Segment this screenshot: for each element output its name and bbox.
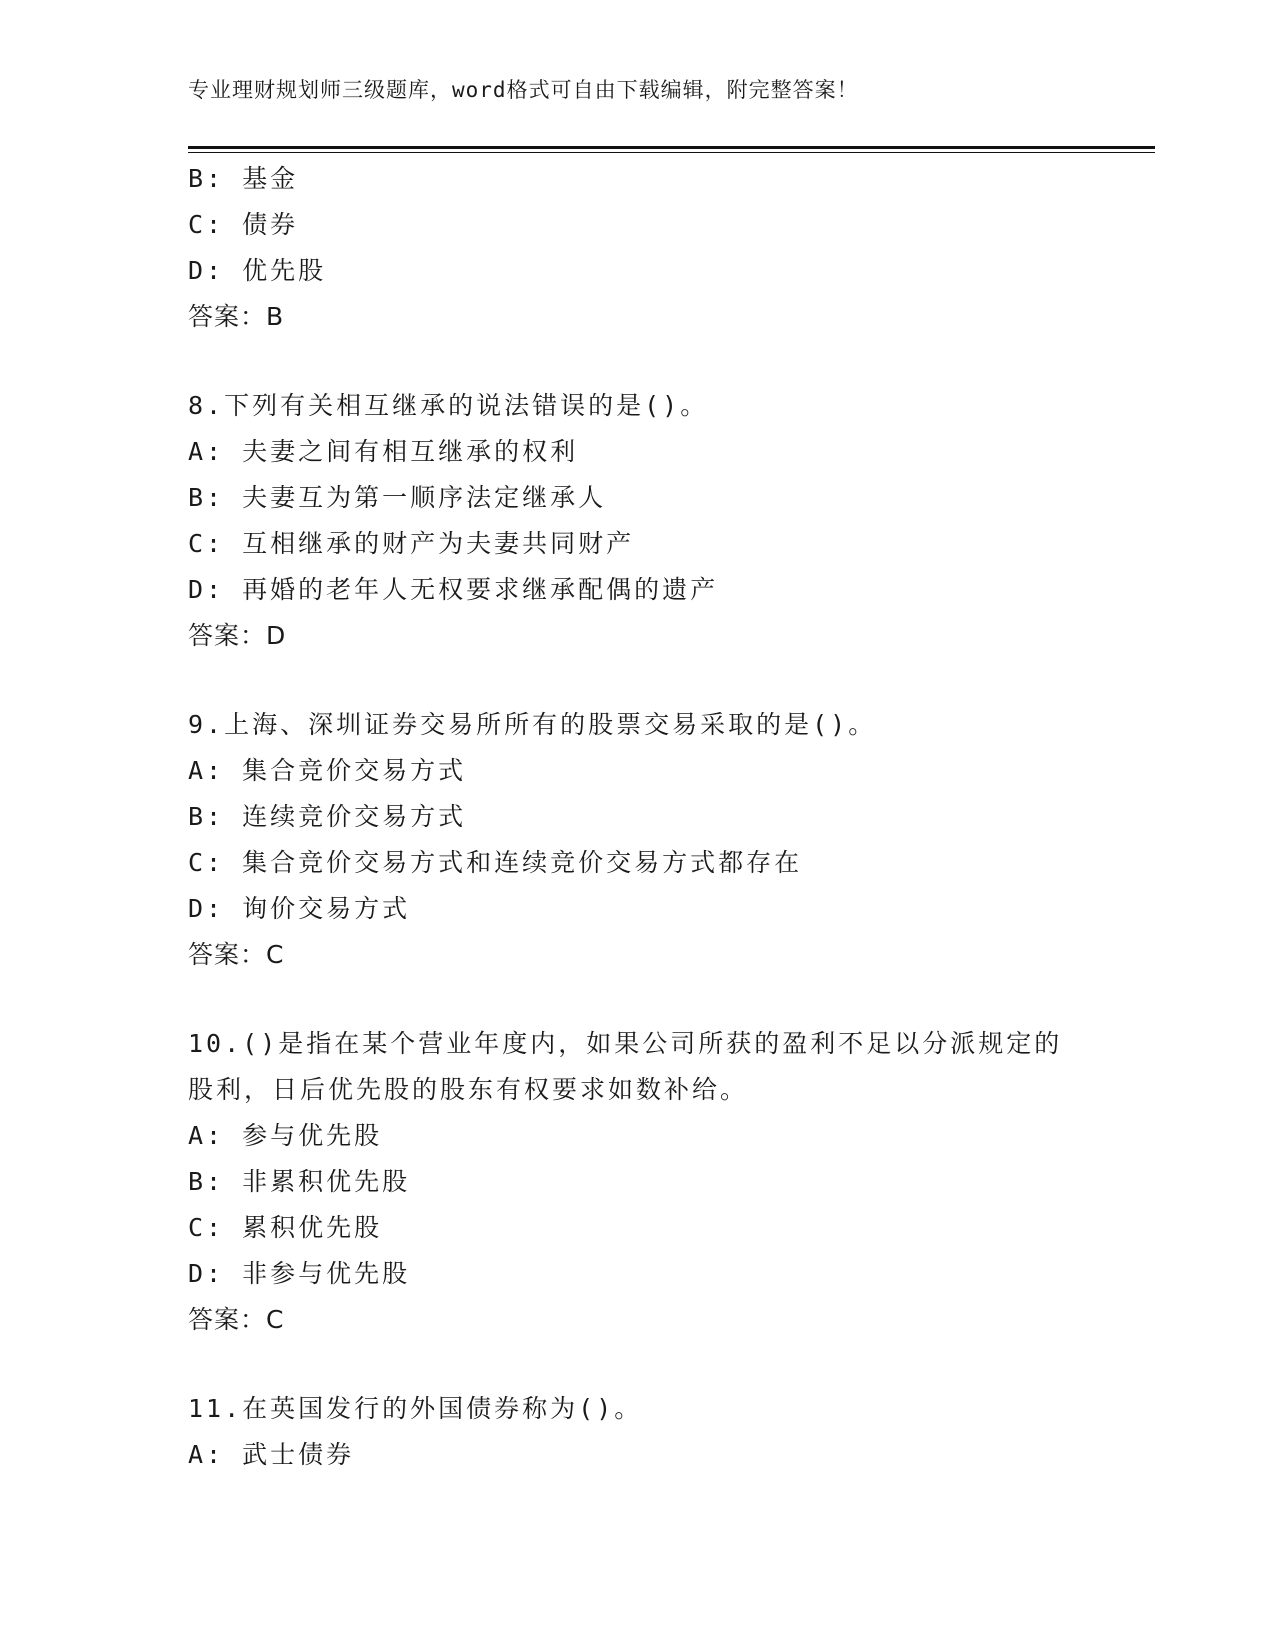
option-d: D: 非参与优先股 — [188, 1259, 411, 1288]
answer-line: 答案：C — [188, 940, 285, 969]
option-a: A: 武士债券 — [188, 1440, 355, 1469]
option-c: C: 互相继承的财产为夫妻共同财产 — [188, 529, 635, 558]
question-9 — [188, 702, 1088, 978]
question-text: 9.上海、深圳证券交易所所有的股票交易采取的是()。 — [188, 710, 877, 739]
question-content — [188, 156, 1088, 1478]
question-7-partial — [188, 156, 1088, 340]
question-11 — [188, 1386, 1088, 1478]
option-a: A: 参与优先股 — [188, 1121, 383, 1150]
option-b: B: 非累积优先股 — [188, 1167, 411, 1196]
option-a: A: 夫妻之间有相互继承的权利 — [188, 437, 579, 466]
question-text-line-2: 股利，日后优先股的股东有权要求如数补给。 — [188, 1075, 749, 1104]
option-d: D: 询价交易方式 — [188, 894, 411, 923]
option-b: B: 夫妻互为第一顺序法定继承人 — [188, 483, 607, 512]
option-c: C: 集合竞价交易方式和连续竞价交易方式都存在 — [188, 848, 803, 877]
option-a: A: 集合竞价交易方式 — [188, 756, 467, 785]
answer-line: 答案：B — [188, 302, 285, 331]
option-c: C: 累积优先股 — [188, 1213, 383, 1242]
header-rule-thick — [188, 146, 1155, 149]
question-8 — [188, 383, 1088, 659]
header-rule-thin — [188, 152, 1155, 153]
option-c: C: 债券 — [188, 210, 299, 239]
question-text: 11.在英国发行的外国债券称为()。 — [188, 1394, 643, 1423]
page-header: 专业理财规划师三级题库，word格式可自由下载编辑，附完整答案！ — [188, 78, 859, 102]
question-text-line-1: 10.()是指在某个营业年度内，如果公司所获的盈利不足以分派规定的 — [188, 1029, 1063, 1058]
question-text: 8.下列有关相互继承的说法错误的是()。 — [188, 391, 709, 420]
question-10 — [188, 1021, 1088, 1343]
option-d: D: 再婚的老年人无权要求继承配偶的遗产 — [188, 575, 719, 604]
answer-line: 答案：D — [188, 621, 287, 650]
option-d: D: 优先股 — [188, 256, 327, 285]
option-b: B: 基金 — [188, 164, 299, 193]
option-b: B: 连续竞价交易方式 — [188, 802, 467, 831]
answer-line: 答案：C — [188, 1305, 285, 1334]
